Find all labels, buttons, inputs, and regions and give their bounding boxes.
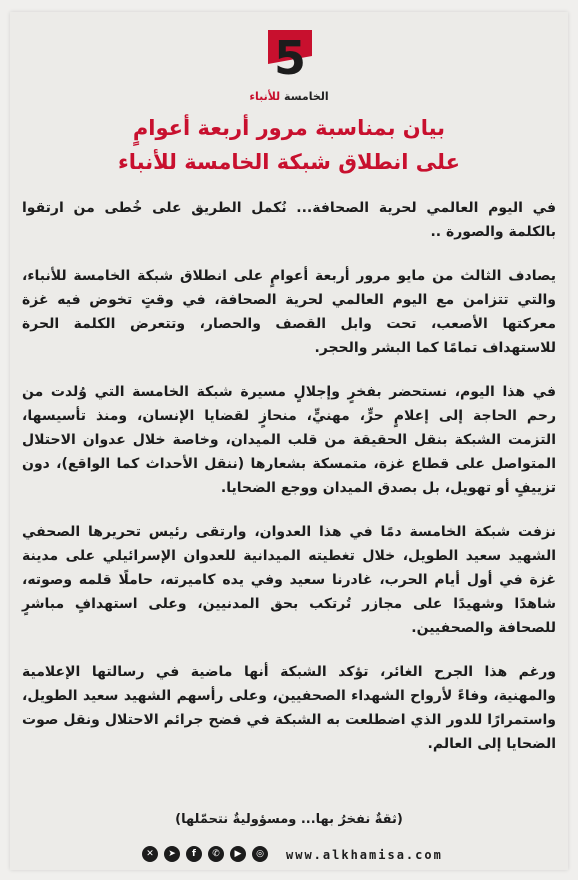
- brand-name-part1: الخامسة: [284, 90, 329, 103]
- instagram-icon[interactable]: ◎: [252, 846, 268, 862]
- paragraph: ورغم هذا الجرح الغائر، تؤكد الشبكة أنها ماضية في رسالتها الإعلامية والمهنية، وفاءً لأرواح الشهداء الصحفيين، وعلى رأسهم الشهيد سعيد الطويل، واستمرارًا للدور الذي اضطلعت به الشبكة في فضح جرائم الاحتلال ونقل صوت الضحايا إلى العالم.: [22, 664, 556, 752]
- twitter-icon[interactable]: ✕: [142, 846, 158, 862]
- paragraph: يصادف الثالث من مايو مرور أربعة أعوامٍ على انطلاق شبكة الخامسة للأنباء، والتي تتزامن مع اليوم العالمي لحرية الصحافة، في وقتٍ تخوض فيه غزة معركتها الأصعب، تحت وابل القصف والحصار، وتتعرض الكلمة الحرة للاستهداف تمامًا كما البشر والحجر.: [22, 268, 556, 356]
- five-logo-icon: [268, 30, 312, 86]
- brand-logo: [0, 30, 578, 108]
- brand-name: [0, 90, 578, 103]
- footer: [0, 846, 578, 866]
- facebook-icon[interactable]: f: [186, 846, 202, 862]
- telegram-icon[interactable]: ➤: [164, 846, 180, 862]
- statement-body: [22, 196, 556, 776]
- paragraph: في اليوم العالمي لحرية الصحافة... نُكمل الطريق على خُطى من ارتقوا بالكلمة والصورة ..: [22, 200, 556, 240]
- paragraph: نزفت شبكة الخامسة دمًا في هذا العدوان، وارتقى رئيس تحريرها الصحفي الشهيد سعيد الطويل، خلال تغطيته الميدانية للعدوان الإسرائيلي على مدينة غزة في أول أيام الحرب، غادرنا سعيد وفي يده كاميرته، حاملًا قلمه وصوته، شاهدًا وشهيدًا على مجازر تُرتكب بحق المدنيين، وعلى استهدافٍ مباشرٍ للصحافة والصحفيين.: [22, 524, 556, 636]
- youtube-icon[interactable]: ▶: [230, 846, 246, 862]
- brand-name-part2: للأنباء: [249, 90, 281, 103]
- social-icons: [142, 846, 268, 862]
- closing-slogan: (ثقةٌ نفخرُ بها... ومسؤوليةٌ نتحمّلها): [175, 812, 403, 827]
- website-link[interactable]: www.alkhamisa.com: [286, 848, 443, 862]
- whatsapp-icon[interactable]: ✆: [208, 846, 224, 862]
- statement-title-line2: على انطلاق شبكة الخامسة للأنباء: [118, 150, 460, 174]
- statement-title-line1: بيان بمناسبة مرور أربعة أعوامٍ: [132, 116, 446, 140]
- svg-text:5: 5: [273, 31, 307, 85]
- paragraph: في هذا اليوم، نستحضر بفخرٍ وإجلالٍ مسيرة شبكة الخامسة التي وُلدت من رحم الحاجة إلى إعلامٍ حرٍّ، مهنيٍّ، منحازٍ لقضايا الإنسان، ومنذ تأسيسها، التزمت الشبكة بنقل الحقيقة من قلب الميدان، وخاصة خلال عدوان الاحتلال المتواصل على قطاع غزة، متمسكة بشعارها (ننقل الأحداث كما الواقع)، دون تزييفٍ أو تهويل، بل بصدق الميدان ووجع الضحايا.: [22, 384, 556, 496]
